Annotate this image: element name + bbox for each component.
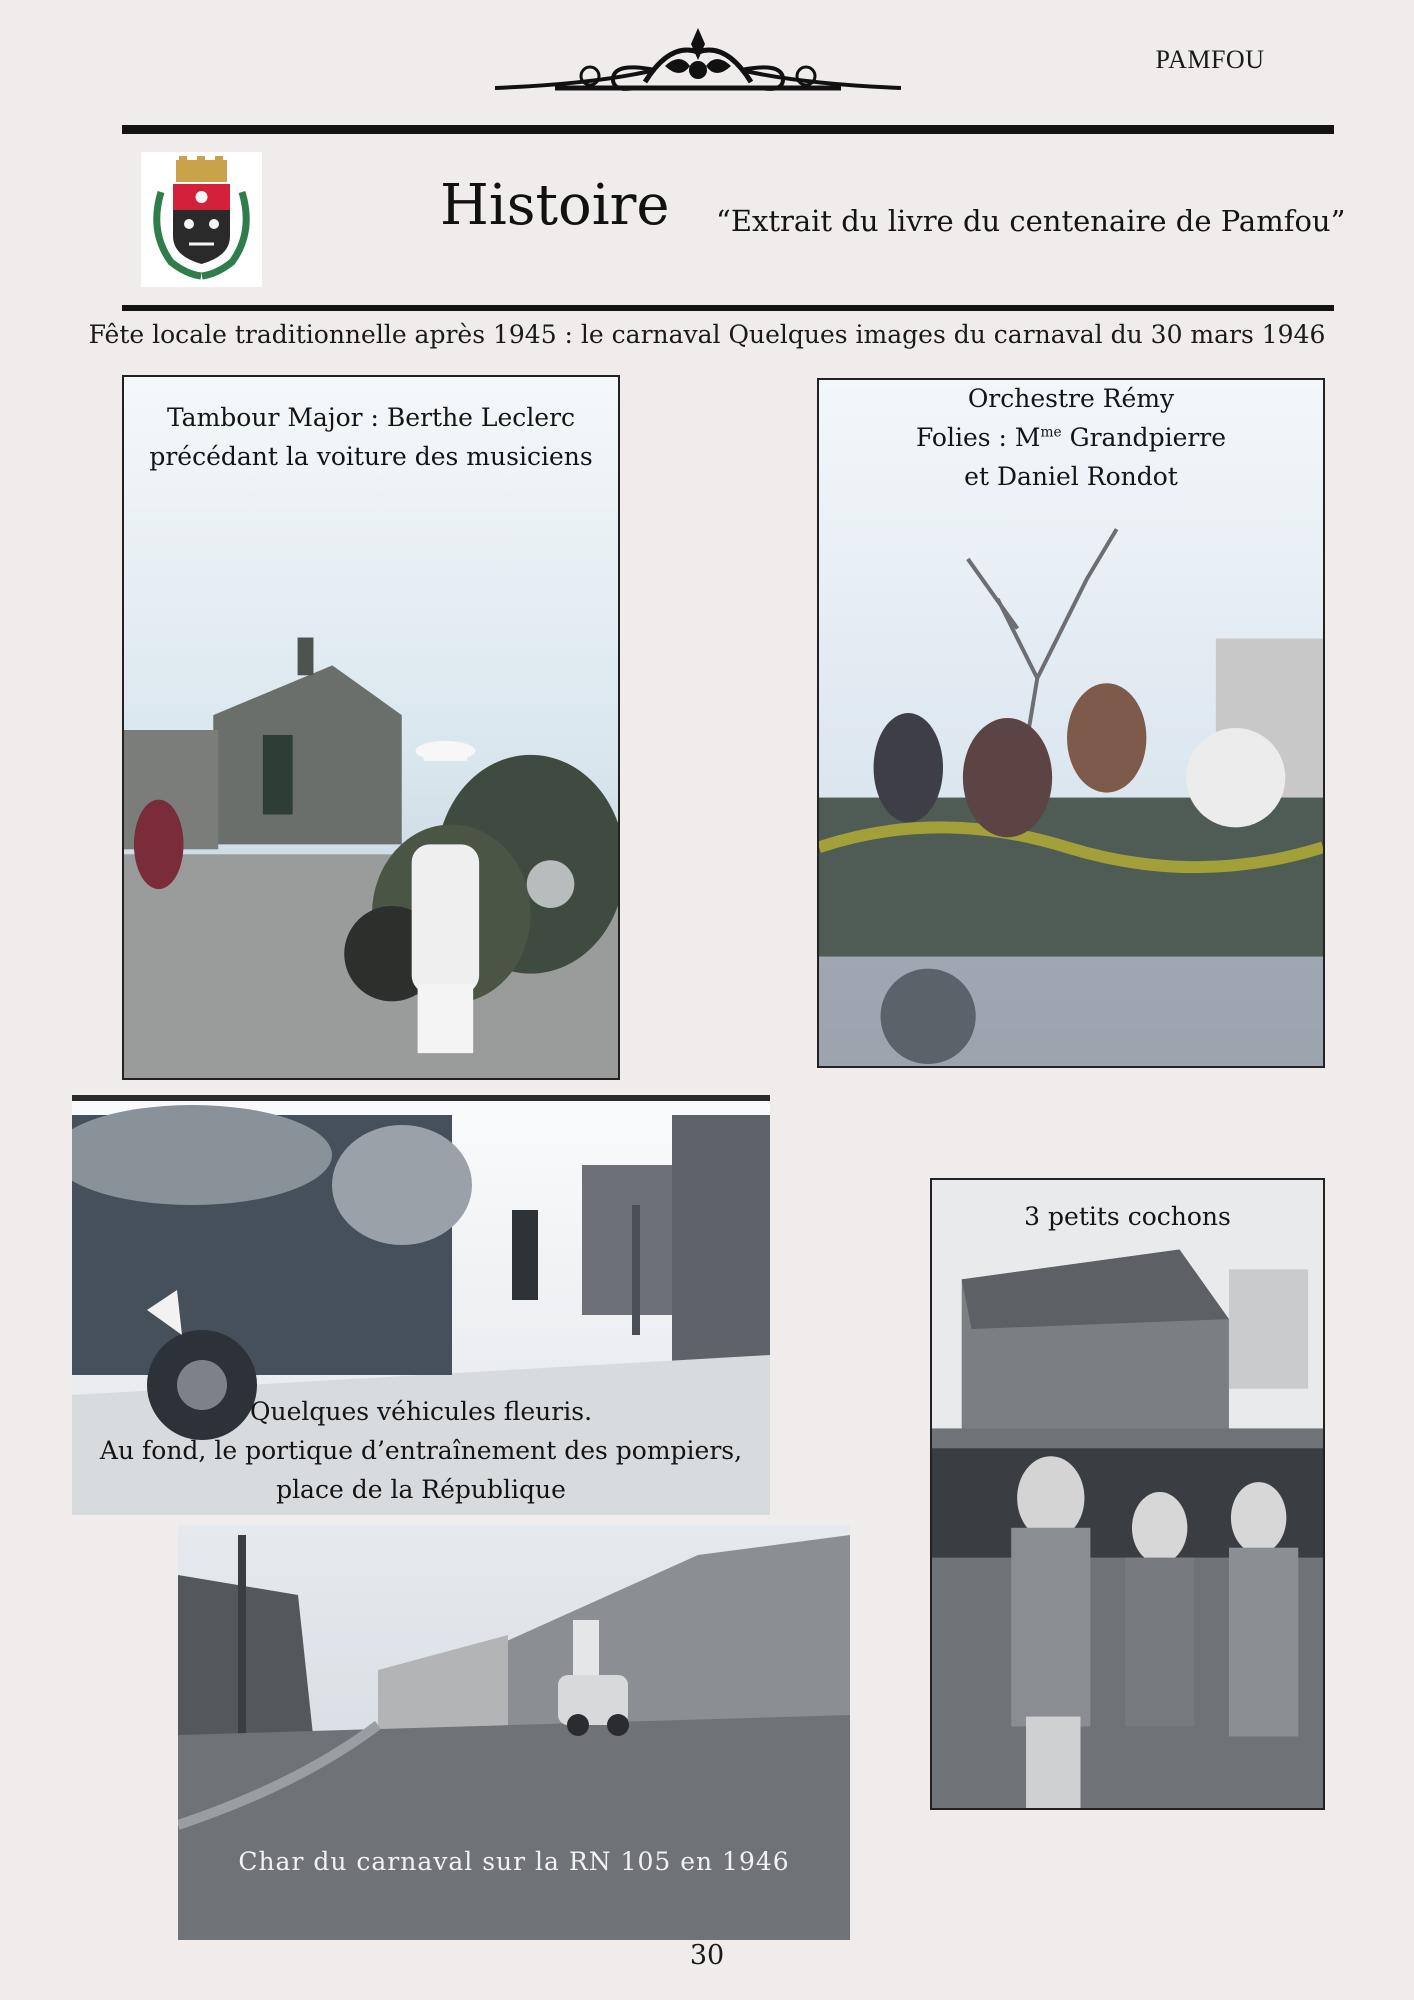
photo-vehicules-fleuris — [72, 1095, 770, 1515]
photo-orchestre-remy — [817, 378, 1325, 1068]
photo-caption: Char du carnaval sur la RN 105 en 1946 — [238, 1847, 790, 1876]
photo-caption: 3 petits cochons — [1024, 1202, 1231, 1231]
pamfou-coat-of-arms-icon — [141, 152, 262, 287]
top-divider — [122, 125, 1334, 134]
photo-caption: Orchestre Rémy — [967, 384, 1175, 413]
photo-trois-petits-cochons — [930, 1178, 1325, 1810]
header-label: PAMFOU — [1155, 45, 1265, 74]
bottom-divider — [122, 305, 1334, 311]
photo-caption: place de la République — [276, 1474, 566, 1504]
photo-tambour-major — [122, 375, 620, 1080]
photo-caption: Folies : M — [915, 422, 1041, 452]
photo-caption-superscript: me — [1040, 424, 1062, 441]
page-title: Histoire — [440, 173, 670, 238]
flourish-ornament-icon — [495, 22, 901, 102]
photo-caption: Tambour Major : Berthe Leclerc — [166, 403, 576, 432]
page-number: 30 — [689, 1940, 725, 1971]
photo-caption: précédant la voiture des musiciens — [149, 441, 593, 471]
photo-caption: Grandpierre — [1061, 422, 1227, 452]
photo-char-carnaval-rn105 — [178, 1525, 850, 1940]
photo-caption: et Daniel Rondot — [964, 461, 1178, 491]
photo-caption: Au fond, le portique d’entraînement des pompiers, — [99, 1435, 743, 1465]
intro-text: Fête locale traditionnelle après 1945 : le carnaval Quelques images du carnaval du 30 mars 1946 — [88, 320, 1326, 349]
page-subtitle: “Extrait du livre du centenaire de Pamfou” — [716, 204, 1346, 238]
photo-caption: Quelques véhicules fleuris. — [249, 1397, 593, 1426]
